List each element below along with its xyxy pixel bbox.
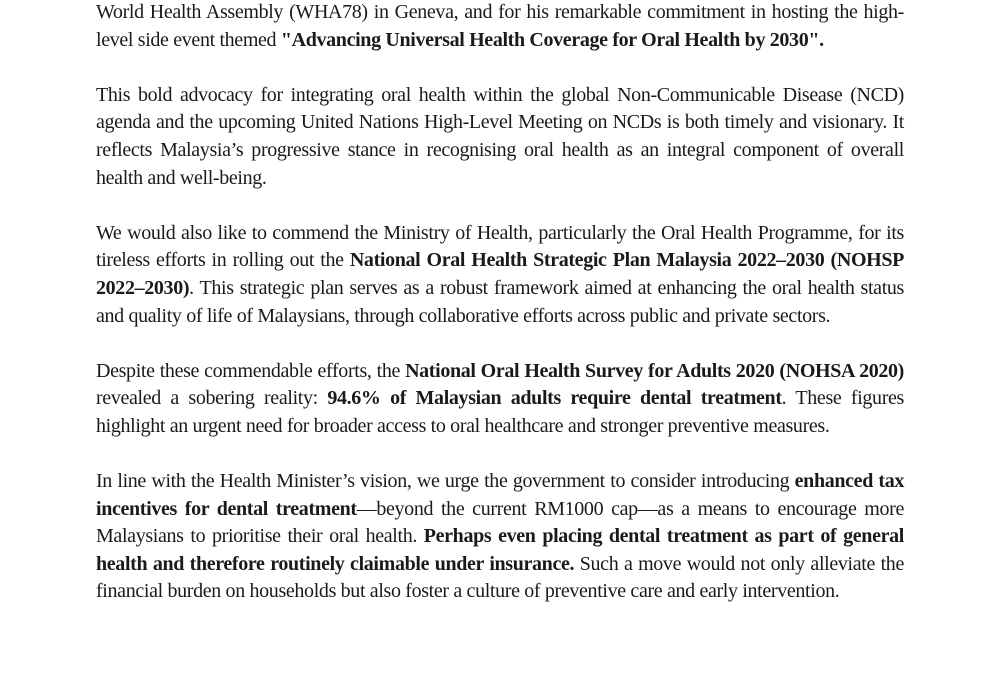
text-segment: revealed a sobering reality: xyxy=(96,387,328,410)
nohsp-plan-name: National Oral Health Strategic Plan Malaysia 2022–2030 (NOHSP 2022–2030) xyxy=(96,249,904,299)
paragraph-tax-incentives xyxy=(96,468,904,606)
text-segment: Despite these commendable efforts, the xyxy=(96,359,406,382)
nohsa-survey-name: National Oral Health Survey for Adults 2020 (NOHSA 2020) xyxy=(405,359,904,382)
text-segment: In line with the Health Minister’s vision, we urge the government to consider introducing xyxy=(96,470,795,493)
tax-incentive-proposal: enhanced tax incentives for dental treatment xyxy=(96,470,904,520)
document-page xyxy=(96,0,904,606)
survey-statistic: 94.6% of Malaysian adults require dental treatment xyxy=(327,387,782,410)
event-theme: "Advancing Universal Health Coverage for Oral Health by 2030". xyxy=(280,28,824,51)
text-segment: This bold advocacy for integrating oral health within the global Non-Communicable Disease (NCD) agenda and the upcoming United Nations High-Level Meeting on NCDs is both timely and visionary. It reflects Malaysia’s progressive stance in recognising oral health as an integral component of overall health and well-being. xyxy=(96,83,904,189)
text-segment: —beyond the current RM1000 cap—as a means to encourage more Malaysians to prioritise their oral health. xyxy=(96,497,904,548)
paragraph-ncd-advocacy xyxy=(96,82,904,192)
text-segment: . This strategic plan serves as a robust framework aimed at enhancing the oral health status and quality of life of Malaysians, through collaborative efforts across public and private sectors. xyxy=(96,276,904,327)
paragraph-nohsp xyxy=(96,220,904,330)
insurance-proposal: Perhaps even placing dental treatment as part of general health and therefore routinely claimable under insurance. xyxy=(96,525,904,575)
text-segment: Such a move would not only alleviate the financial burden on households but also foster a culture of preventive care and early intervention. xyxy=(96,552,904,603)
text-segment: . These figures highlight an urgent need for broader access to oral healthcare and stronger preventive measures. xyxy=(96,387,904,437)
text-segment: We would also like to commend the Ministry of Health, particularly the Oral Health Programme, for its tireless efforts in rolling out the xyxy=(96,221,904,272)
paragraph-nohsa-survey xyxy=(96,358,904,441)
text-segment: World Health Assembly (WHA78) in Geneva, and for his remarkable commitment in hosting the high-level side event themed xyxy=(96,1,904,51)
paragraph-wha78-event xyxy=(96,0,904,54)
